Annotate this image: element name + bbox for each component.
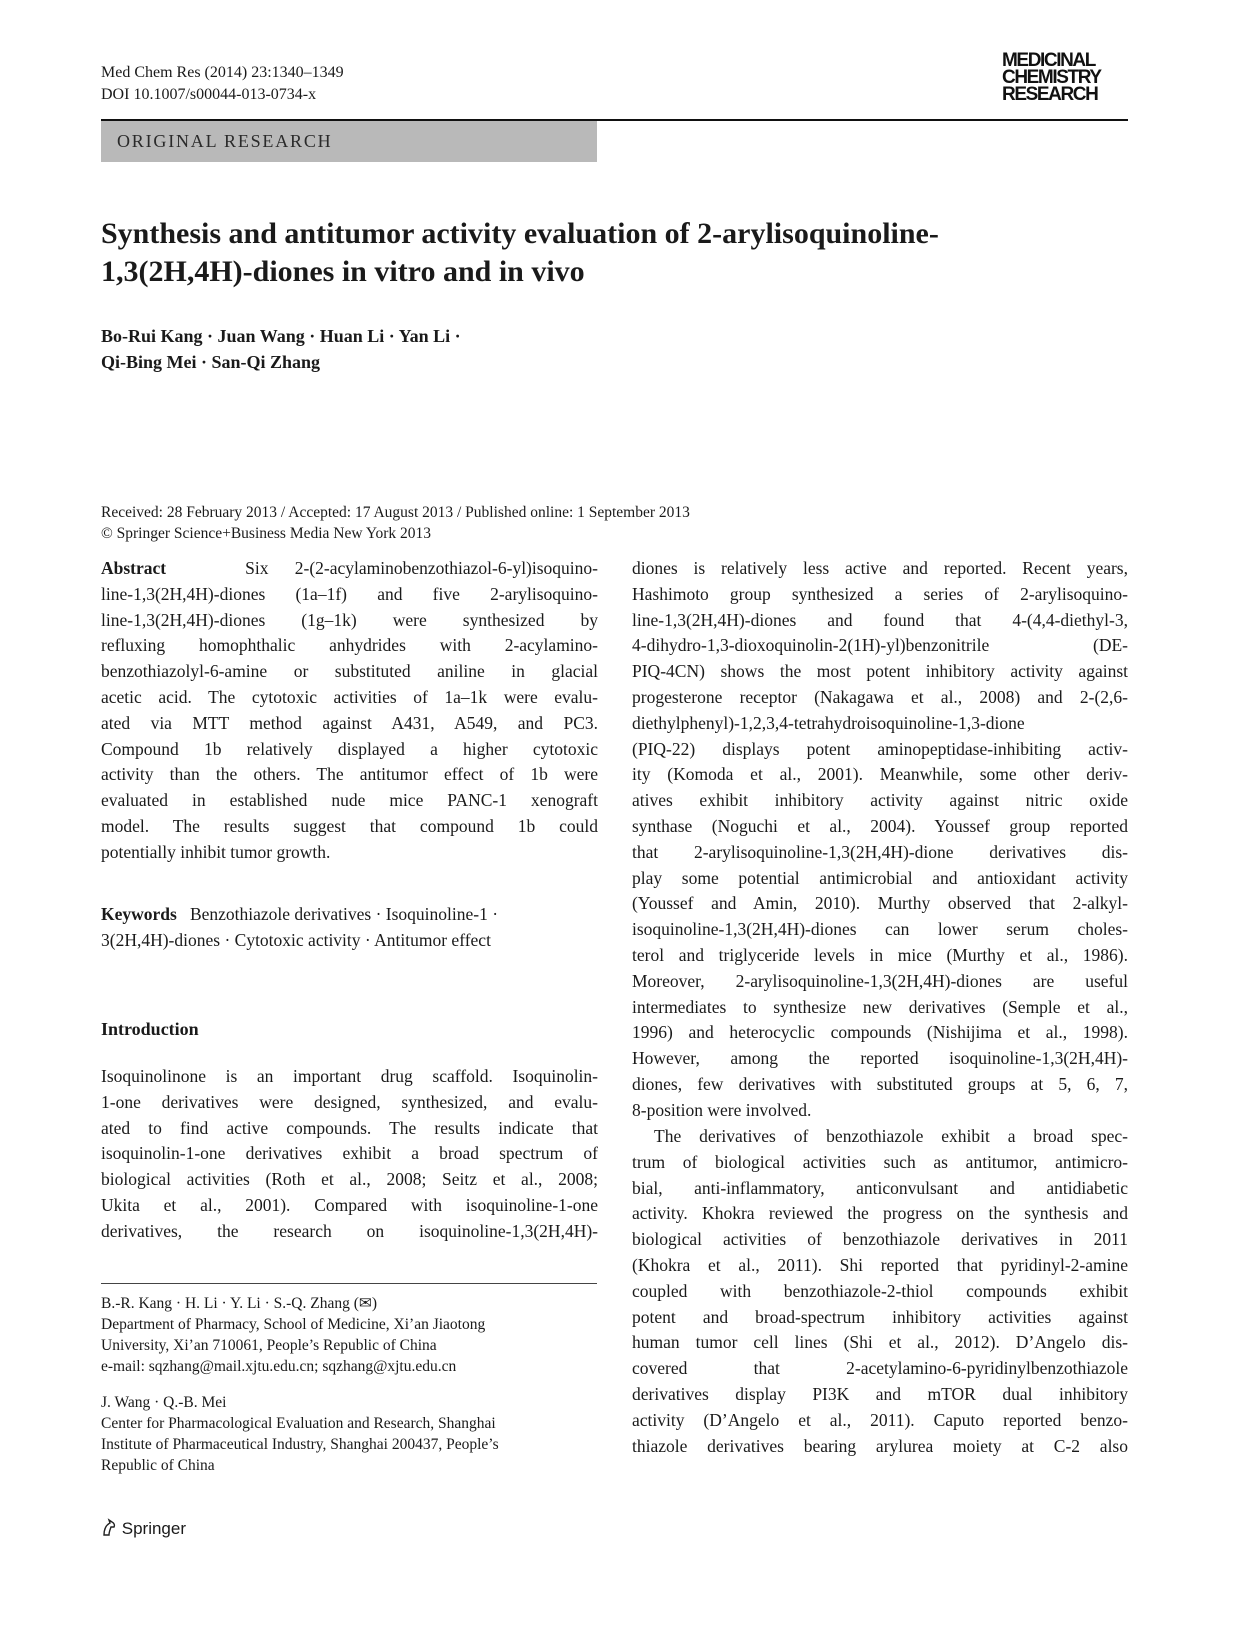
abstract-line: activity than the others. The antitumor effect of 1b were [101,764,598,785]
section-heading-introduction: Introduction [101,1019,199,1039]
body-line: 4-dihydro-1,3-dioxoquinolin-2(1H)-yl)benzonitrile (DE- [632,635,1128,656]
section-label: ORIGINAL RESEARCH [117,131,333,151]
abstract-line: ated via MTT method against A431, A549, and PC3. [101,712,598,733]
affiliation-line: University, Xi’an 710061, People’s Republic of China [101,1337,437,1354]
authors-line: Qi-Bing Mei · San-Qi Zhang [101,352,321,372]
right-column-para1 [632,556,1128,1124]
keywords-line: Benzothiazole derivatives · Isoquinoline-1 · [189,904,499,924]
body-line: progesterone receptor (Nakagawa et al., 2008) and 2-(2,6- [632,686,1128,707]
body-line: intermediates to synthesize new derivatives (Semple et al., [632,996,1128,1017]
abstract-line: benzothiazolyl-6-amine or substituted aniline in glacial [101,661,598,682]
body-line: biological activities of benzothiazole derivatives in 2011 [632,1229,1128,1250]
article-title [101,215,1101,291]
intro-line: 1-one derivatives were designed, synthesized, and evalu- [101,1091,598,1112]
body-line: Hashimoto group synthesized a series of 2-arylisoquino- [632,583,1128,604]
abstract-line: model. The results suggest that compound 1b could [101,815,598,836]
abstract-label: Abstract [101,558,167,578]
journal-citation: Med Chem Res (2014) 23:1340–1349 [101,64,344,81]
affiliation-block [101,1293,485,1377]
abstract-line: line-1,3(2H,4H)-diones (1g–1k) were synthesized by [101,609,598,630]
body-line: diethylphenyl)-1,2,3,4-tetrahydroisoquinoline-1,3-dione [632,712,1025,733]
body-line: synthase (Noguchi et al., 2004). Youssef group reported [632,815,1128,836]
intro-line: biological activities (Roth et al., 2008; Seitz et al., 2008; [101,1169,598,1190]
intro-line: derivatives, the research on isoquinoline-1,3(2H,4H)- [101,1220,598,1241]
abstract-line: potentially inhibit tumor growth. [101,841,331,862]
abstract-line: line-1,3(2H,4H)-diones (1a–1f) and five 2-arylisoquino- [101,583,598,604]
title-line: Synthesis and antitumor activity evaluation of 2-arylisoquinoline- [101,217,939,250]
body-line: PIQ-4CN) shows the most potent inhibitory activity against [632,661,1128,682]
affiliation-line: Institute of Pharmaceutical Industry, Shanghai 200437, People’s [101,1436,499,1453]
body-line: coupled with benzothiazole-2-thiol compounds exhibit [632,1280,1128,1301]
body-line: isoquinoline-1,3(2H,4H)-diones can lower serum choles- [632,919,1128,940]
footnote-rule [101,1283,597,1284]
body-line: trum of biological activities such as antitumor, antimicro- [632,1151,1128,1172]
body-line: thiazole derivatives bearing arylurea moiety at C-2 also [632,1435,1128,1456]
body-line: bial, anti-inflammatory, anticonvulsant and antidiabetic [632,1177,1128,1198]
body-line: potent and broad-spectrum inhibitory activities against [632,1306,1128,1327]
body-line: 8-position were involved. [632,1099,812,1120]
body-line: (PIQ-22) displays potent aminopeptidase-inhibiting activ- [632,738,1128,759]
publisher-name: Springer [121,1519,186,1538]
affiliation-block [101,1392,499,1476]
body-line: Moreover, 2-arylisoquinoline-1,3(2H,4H)-diones are useful [632,970,1128,991]
keywords-line: 3(2H,4H)-diones · Cytotoxic activity · Antitumor effect [101,929,491,950]
springer-horse-icon [101,1517,117,1542]
keywords-label: Keywords [101,904,177,924]
publisher-footer [101,1517,186,1542]
affiliation-email[interactable]: e-mail: sqzhang@mail.xjtu.edu.cn; sqzhang@xjtu.edu.cn [101,1358,457,1375]
body-line: play some potential antimicrobial and antioxidant activity [632,867,1128,888]
dates-line: Received: 28 February 2013 / Accepted: 17 August 2013 / Published online: 1 September 2013 [101,504,690,521]
body-line: diones is relatively less active and reported. Recent years, [632,558,1128,578]
author-list [101,323,461,375]
right-column-para2 [632,1124,1128,1459]
body-line: atives exhibit inhibitory activity against nitric oxide [632,790,1128,811]
body-line: ity (Komoda et al., 2001). Meanwhile, some other deriv- [632,764,1128,785]
body-line: However, among the reported isoquinoline-1,3(2H,4H)- [632,1048,1128,1069]
body-line: (Khokra et al., 2011). Shi reported that pyridinyl-2-amine [632,1254,1128,1275]
body-line: that 2-arylisoquinoline-1,3(2H,4H)-dione derivatives dis- [632,841,1128,862]
intro-line: isoquinolin-1-one derivatives exhibit a broad spectrum of [101,1143,598,1164]
journal-info [101,62,344,106]
logo-line: RESEARCH [1002,84,1098,105]
body-line: human tumor cell lines (Shi et al., 2012). D’Angelo dis- [632,1332,1128,1353]
body-line: terol and triglyceride levels in mice (Murthy et al., 1986). [632,944,1128,965]
intro-line: Isoquinolinone is an important drug scaffold. Isoquinolin- [101,1066,598,1086]
body-line: 1996) and heterocyclic compounds (Nishijima et al., 1998). [632,1022,1128,1043]
body-line: (Youssef and Amin, 2010). Murthy observed that 2-alkyl- [632,893,1128,914]
abstract-line: Compound 1b relatively displayed a higher cytotoxic [101,738,598,759]
article-history [101,502,690,544]
abstract-line: refluxing homophthalic anhydrides with 2-acylamino- [101,635,598,656]
affiliation-line: Department of Pharmacy, School of Medicine, Xi’an Jiaotong [101,1316,486,1333]
abstract-line: Six 2-(2-acylaminobenzothiazol-6-yl)isoquino- [245,558,598,578]
intro-line: ated to find active compounds. The results indicate that [101,1117,598,1138]
logo-line: MEDICINAL [1002,50,1095,71]
introduction-text [101,1064,598,1245]
intro-line: Ukita et al., 2001). Compared with isoquinoline-1-one [101,1194,598,1215]
keywords [101,902,598,954]
affiliation-line: B.-R. Kang · H. Li · Y. Li · S.-Q. Zhang (✉) [101,1295,378,1312]
journal-doi: DOI 10.1007/s00044-013-0734-x [101,86,317,103]
abstract-line: acetic acid. The cytotoxic activities of 1a–1k were evalu- [101,686,598,707]
body-line: diones, few derivatives with substituted groups at 5, 6, 7, [632,1073,1128,1094]
body-line: line-1,3(2H,4H)-diones and found that 4-(4,4-diethyl-3, [632,609,1128,630]
abstract [101,556,598,866]
copyright-line: © Springer Science+Business Media New York 2013 [101,525,432,542]
abstract-line: evaluated in established nude mice PANC-1 xenograft [101,790,598,811]
body-line: covered that 2-acetylamino-6-pyridinylbenzothiazole [632,1358,1128,1379]
logo-line: CHEMISTRY [1002,67,1101,88]
body-line: activity (D’Angelo et al., 2011). Caputo reported benzo- [632,1409,1128,1430]
title-line: 1,3(2H,4H)-diones in vitro and in vivo [101,255,585,288]
body-line: The derivatives of benzothiazole exhibit a broad spec- [654,1126,1128,1146]
journal-logo [1002,52,1130,103]
authors-line: Bo-Rui Kang · Juan Wang · Huan Li · Yan Li · [101,326,461,346]
affiliation-line: J. Wang · Q.-B. Mei [101,1394,227,1411]
body-line: derivatives display PI3K and mTOR dual inhibitory [632,1383,1128,1404]
body-line: activity. Khokra reviewed the progress on the synthesis and [632,1203,1128,1224]
affiliation-line: Center for Pharmacological Evaluation and Research, Shanghai [101,1415,496,1432]
affiliation-line: Republic of China [101,1457,215,1474]
